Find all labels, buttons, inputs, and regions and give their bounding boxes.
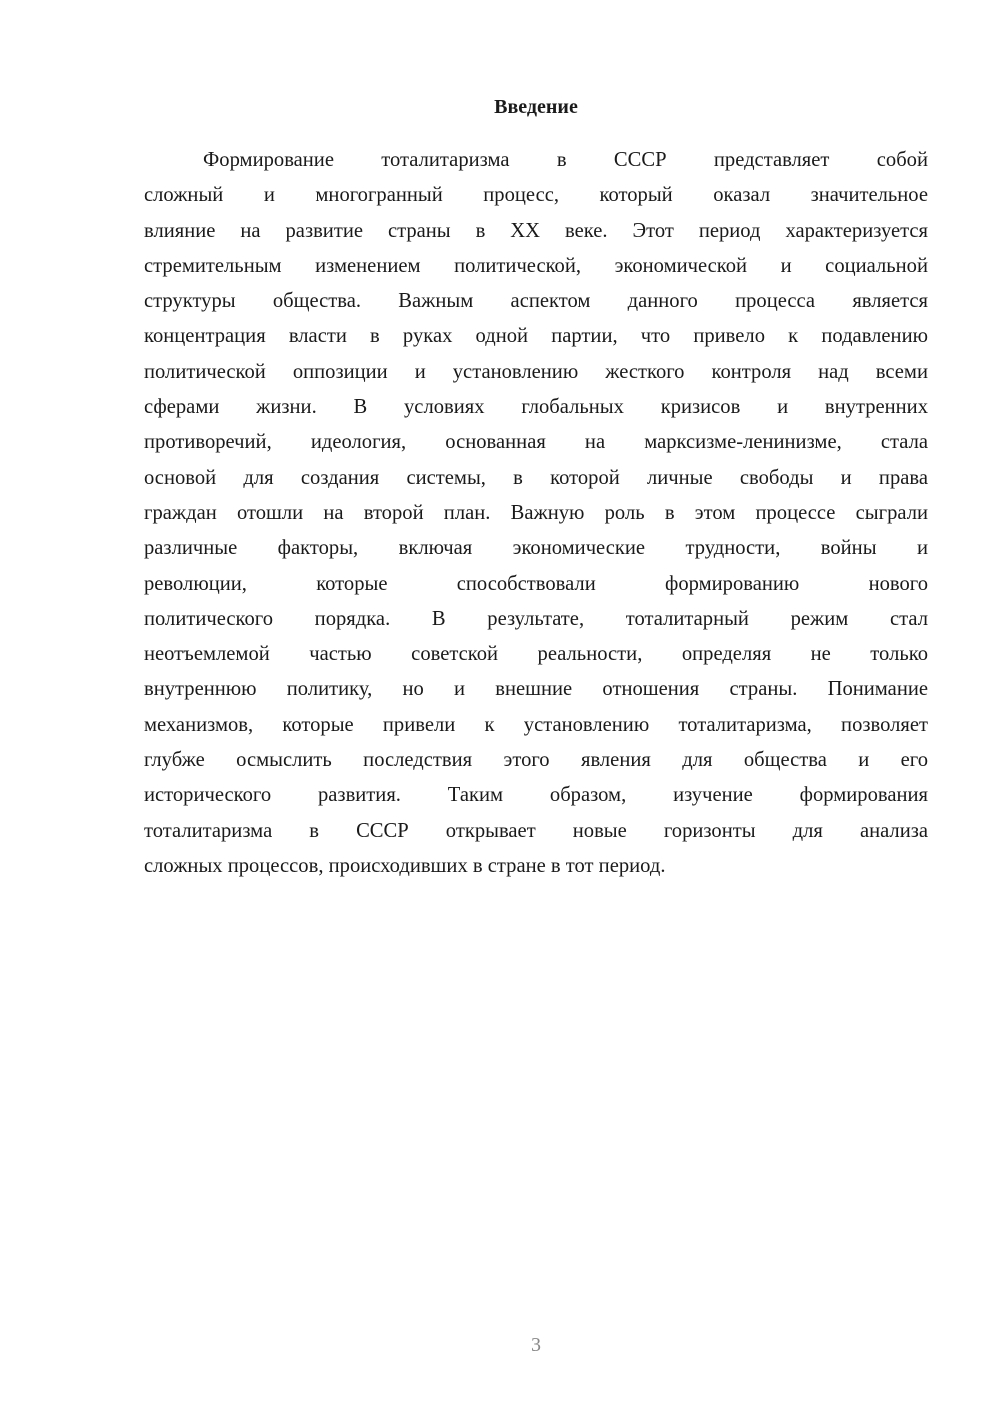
- text-line: Формирование тоталитаризма в СССР представляет собой: [203, 149, 928, 171]
- text-line: влияние на развитие страны в XX веке. Этот период характеризуется: [144, 219, 928, 242]
- text-line: политического порядка. В результате, тоталитарный режим стал: [144, 607, 928, 630]
- text-line: тоталитаризма в СССР открывает новые горизонты для анализа: [144, 819, 928, 842]
- text-line: сложный и многогранный процесс, который оказал значительное: [144, 184, 928, 207]
- page-number: 3: [531, 1334, 541, 1356]
- text-line: различные факторы, включая экономические трудности, войны и: [144, 537, 928, 560]
- text-line: глубже осмыслить последствия этого явления для общества и его: [144, 749, 928, 772]
- text-line: граждан отошли на второй план. Важную роль в этом процессе сыграли: [144, 501, 928, 524]
- text-line: сферами жизни. В условиях глобальных кризисов и внутренних: [144, 396, 928, 419]
- text-line: внутреннюю политику, но и внешние отношения страны. Понимание: [144, 678, 928, 701]
- text-line: исторического развития. Таким образом, изучение формирования: [144, 784, 928, 807]
- text-line: неотъемлемой частью советской реальности, определяя не только: [144, 643, 928, 666]
- paragraph: [144, 145, 928, 886]
- section-title: Введение: [494, 96, 578, 118]
- text-line: сложных процессов, происходивших в стране в тот период.: [144, 854, 666, 877]
- text-line: структуры общества. Важным аспектом данного процесса является: [144, 290, 928, 313]
- text-line: основой для создания системы, в которой личные свободы и права: [144, 466, 928, 489]
- text-line: политической оппозиции и установлению жесткого контроля над всеми: [144, 360, 928, 383]
- text-line: революции, которые способствовали формированию нового: [144, 572, 928, 595]
- text-line: механизмов, которые привели к установлению тоталитаризма, позволяет: [144, 713, 928, 736]
- text-line: стремительным изменением политической, экономической и социальной: [144, 254, 928, 277]
- text-line: концентрация власти в руках одной партии, что привело к подавлению: [144, 325, 928, 348]
- text-line: противоречий, идеология, основанная на марксизме-ленинизме, стала: [144, 431, 928, 454]
